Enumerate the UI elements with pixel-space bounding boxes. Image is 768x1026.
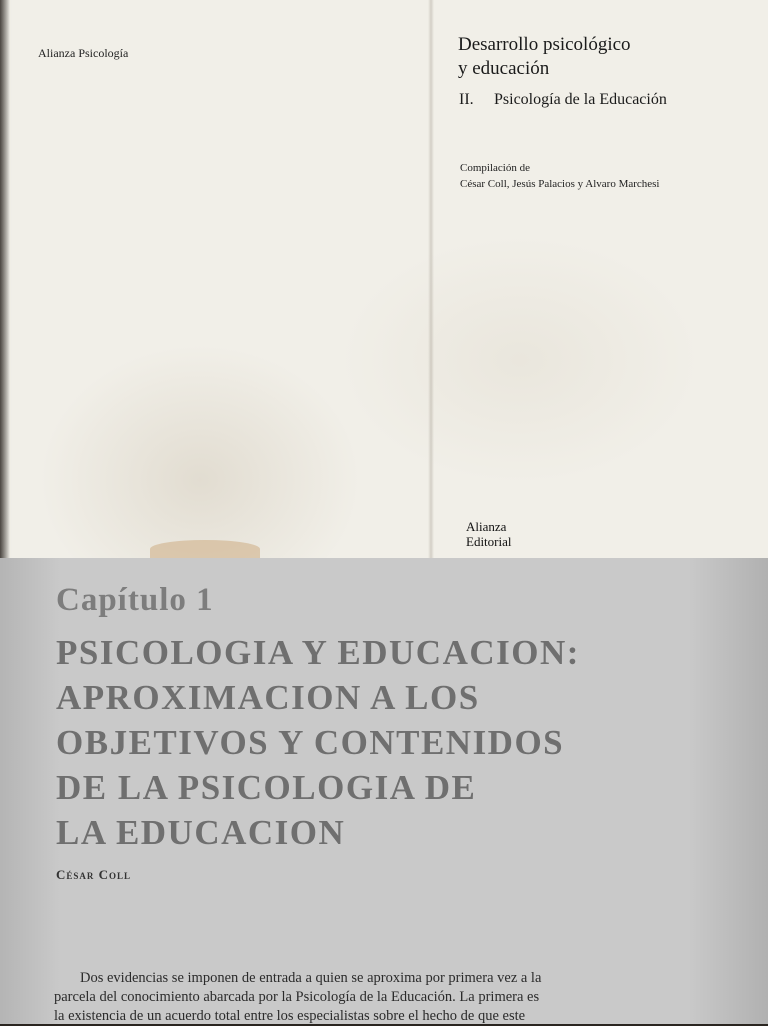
publisher-line-2: Editorial <box>466 534 512 549</box>
publisher <box>466 519 512 549</box>
compilers: César Coll, Jesús Palacios y Alvaro Marchesi <box>460 178 660 190</box>
page-edge-shadow <box>0 0 10 558</box>
body-paragraph <box>54 969 704 1026</box>
chapter-author: César Coll <box>56 867 132 882</box>
chapter-page <box>0 558 768 1024</box>
chapter-title-line: DE LA PSICOLOGIA DE <box>56 768 477 807</box>
book-title-line-1: Desarrollo psicológico <box>458 34 631 55</box>
volume-heading <box>459 91 667 109</box>
chapter-title <box>56 630 580 855</box>
compilation-label: Compilación de <box>460 162 530 174</box>
chapter-title-line: PSICOLOGIA Y EDUCACION: <box>56 633 580 672</box>
series-name: Alianza Psicología <box>38 46 129 60</box>
chapter-title-line: LA EDUCACION <box>56 813 346 852</box>
volume-title: Psicología de la Educación <box>494 91 667 108</box>
body-line: la existencia de un acuerdo total entre los especialistas sobre el hecho de que este <box>54 1008 526 1024</box>
chapter-title-line: OBJETIVOS Y CONTENIDOS <box>56 723 565 762</box>
book-title-line-2: y educación <box>458 58 550 79</box>
publisher-line-1: Alianza <box>466 519 507 534</box>
body-line: Dos evidencias se imponen de entrada a quien se aproxima por primera vez a la <box>80 970 542 986</box>
volume-number: II. <box>459 91 474 108</box>
paper-stain <box>150 540 260 558</box>
page-gutter <box>428 0 434 558</box>
body-line: parcela del conocimiento abarcada por la Psicología de la Educación. La primera es <box>54 989 540 1005</box>
chapter-label: Capítulo 1 <box>56 582 214 618</box>
book-title <box>458 33 631 81</box>
chapter-title-line: APROXIMACION A LOS <box>56 678 480 717</box>
